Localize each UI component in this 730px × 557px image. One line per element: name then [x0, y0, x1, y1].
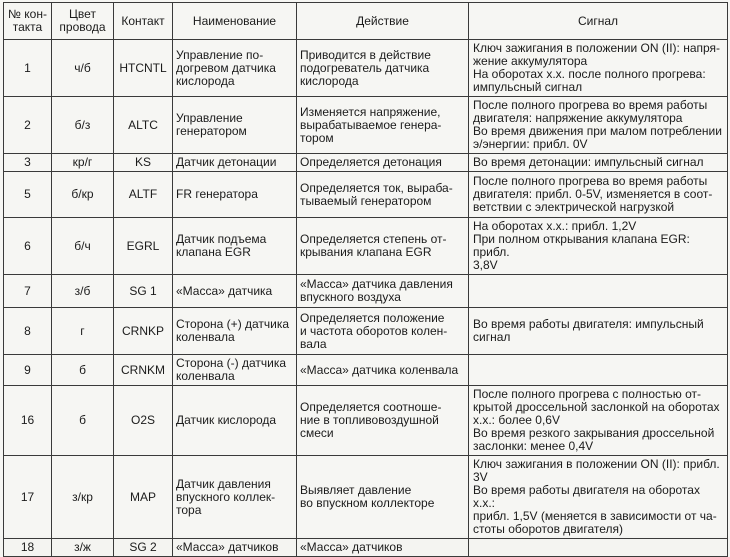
pin-number-cell: 17 — [4, 456, 52, 539]
pin-number-cell: 1 — [4, 40, 52, 97]
contact-cell: KS — [114, 154, 173, 172]
table-row — [4, 40, 728, 97]
wire-color-cell: з/ж — [52, 539, 114, 557]
wire-color-cell: кр/г — [52, 154, 114, 172]
signal-cell — [469, 154, 728, 172]
pin-number-cell: 7 — [4, 275, 52, 308]
signal-line: Во время детонации: импульсный сигнал — [473, 155, 704, 169]
signal-line: Во время работы двигателя на оборотах х.х.: прибл. 1,5V (меняется в зависимости от ча- стоты оборотов двигателя) — [473, 483, 717, 536]
wire-color-cell: б/ч — [52, 218, 114, 275]
pin-number-cell: 9 — [4, 355, 52, 386]
action-cell: Определяется соотноше- ние в топливовоздушной смеси — [297, 386, 469, 456]
action-cell: «Масса» датчика коленвала — [297, 355, 469, 386]
header-name: Наименование — [173, 3, 297, 40]
table-header-row — [4, 3, 728, 40]
header-wire-color: Цвет провода — [52, 3, 114, 40]
signal-cell — [469, 97, 728, 154]
table-row — [4, 355, 728, 386]
action-cell: Изменяется напряжение, вырабатываемое генера- тором — [297, 97, 469, 154]
table-row — [4, 275, 728, 308]
signal-cell — [469, 40, 728, 97]
table-row — [4, 456, 728, 539]
table-row — [4, 97, 728, 154]
name-cell: Датчик подъема клапана EGR — [173, 218, 297, 275]
ecu-pinout-table — [3, 2, 728, 557]
action-cell: Выявляет давление во впускном коллекторе — [297, 456, 469, 539]
contact-cell: O2S — [114, 386, 173, 456]
signal-line: На оборотах х.х.: прибл. 1,2V — [473, 219, 637, 233]
name-cell: «Масса» датчиков — [173, 539, 297, 557]
name-cell: Управление генератором — [173, 97, 297, 154]
header-signal: Сигнал — [469, 3, 728, 40]
contact-cell: CRNKP — [114, 308, 173, 355]
wire-color-cell: ч/б — [52, 40, 114, 97]
wire-color-cell: з/кр — [52, 456, 114, 539]
signal-cell — [469, 275, 728, 308]
action-cell: Определяется детонация — [297, 154, 469, 172]
action-cell: Определяется степень от- крывания клапана EGR — [297, 218, 469, 275]
signal-cell — [469, 355, 728, 386]
signal-line: При полном открывания клапана EGR: прибл. 3,8V — [473, 232, 690, 272]
contact-cell: SG 1 — [114, 275, 173, 308]
pin-number-cell: 8 — [4, 308, 52, 355]
table-body — [4, 40, 728, 557]
contact-cell: SG 2 — [114, 539, 173, 557]
signal-line: Во время движения при малом потреблении э/энергии: прибл. 0V — [473, 124, 722, 151]
signal-cell — [469, 539, 728, 557]
signal-line: На оборотах х.х. после полного прогрева: импульсный сигнал — [473, 67, 706, 94]
header-contact: Контакт — [114, 3, 173, 40]
name-cell: Сторона (+) датчика коленвала — [173, 308, 297, 355]
name-cell: Управление по- догревом датчика кислорода — [173, 40, 297, 97]
table-row — [4, 154, 728, 172]
wire-color-cell: г — [52, 308, 114, 355]
wire-color-cell: б/з — [52, 97, 114, 154]
contact-cell: ALTC — [114, 97, 173, 154]
contact-cell: CRNKM — [114, 355, 173, 386]
wire-color-cell: б — [52, 355, 114, 386]
pin-number-cell: 18 — [4, 539, 52, 557]
action-cell: Определяется положение и частота оборотов колен- вала — [297, 308, 469, 355]
table-row — [4, 218, 728, 275]
signal-cell — [469, 172, 728, 218]
pin-number-cell: 5 — [4, 172, 52, 218]
signal-line: После полного прогрева во время работы двигателя: напряжение аккумулятора — [473, 98, 708, 125]
signal-line: Ключ зажигания в положении ON (II): прибл. 3V — [473, 457, 720, 484]
table-row — [4, 539, 728, 557]
contact-cell: EGRL — [114, 218, 173, 275]
pin-number-cell: 3 — [4, 154, 52, 172]
header-action: Действие — [297, 3, 469, 40]
signal-cell — [469, 386, 728, 456]
pin-number-cell: 2 — [4, 97, 52, 154]
name-cell: Датчик давления впускного коллек- тора — [173, 456, 297, 539]
signal-line: После полного прогрева во время работы двигателя: прибл. 0-5V, изменяется в соот- ветствии с электрической нагрузкой — [473, 174, 713, 214]
name-cell: «Масса» датчика — [173, 275, 297, 308]
contact-cell: MAP — [114, 456, 173, 539]
table-row — [4, 172, 728, 218]
name-cell: Датчик кислорода — [173, 386, 297, 456]
wire-color-cell: з/б — [52, 275, 114, 308]
table-row — [4, 386, 728, 456]
contact-cell: HTCNTL — [114, 40, 173, 97]
signal-cell — [469, 308, 728, 355]
name-cell: FR генератора — [173, 172, 297, 218]
signal-line: Ключ зажигания в положении ON (II): напря- жение аккумулятора — [473, 41, 721, 68]
name-cell: Сторона (-) датчика коленвала — [173, 355, 297, 386]
action-cell: Определяется ток, выраба- тываемый генератором — [297, 172, 469, 218]
header-pin-number: № кон- такта — [4, 3, 52, 40]
table-row — [4, 308, 728, 355]
pin-number-cell: 6 — [4, 218, 52, 275]
signal-line: Во время резкого закрывания дроссельной заслонки: менее 0,4V — [473, 426, 715, 453]
signal-line: Во время работы двигателя: импульсный сигнал — [473, 317, 704, 344]
signal-cell — [469, 218, 728, 275]
pin-number-cell: 16 — [4, 386, 52, 456]
contact-cell: ALTF — [114, 172, 173, 218]
name-cell: Датчик детонации — [173, 154, 297, 172]
action-cell: «Масса» датчиков — [297, 539, 469, 557]
wire-color-cell: б/кр — [52, 172, 114, 218]
action-cell: Приводится в действие подогреватель датчика кислорода — [297, 40, 469, 97]
signal-cell — [469, 456, 728, 539]
wire-color-cell: б — [52, 386, 114, 456]
action-cell: «Масса» датчика давления впускного воздуха — [297, 275, 469, 308]
signal-line: После полного прогрева с полностью от- крытой дроссельной заслонкой на оборотах х.х.: более 0,6V — [473, 387, 720, 427]
